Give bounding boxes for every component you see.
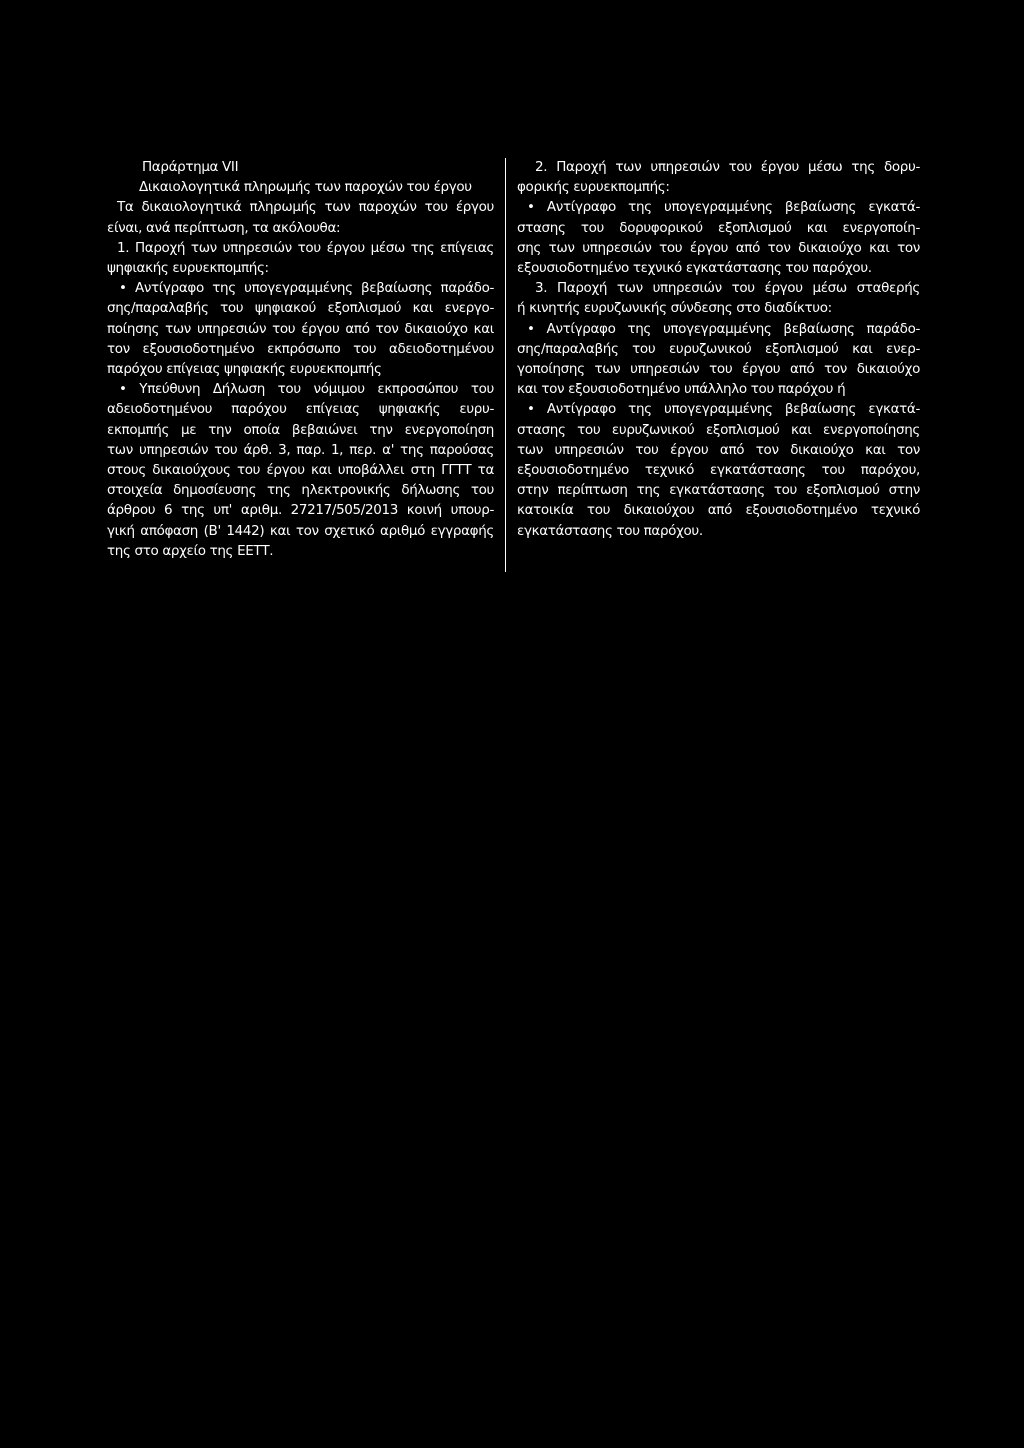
left-column xyxy=(107,157,494,561)
text-line: κατοικία του δικαιούχου από εξουσιοδοτημένο τεχνικό xyxy=(517,502,920,519)
bullet-item: • Αντίγραφο της υπογεγραμμένης βεβαίωσης παράδο- xyxy=(119,280,494,297)
annex-subtitle: Δικαιολογητικά πληρωμής των παροχών του έργου xyxy=(139,179,472,196)
bullet-item: • Αντίγραφο της υπογεγραμμένης βεβαίωσης εγκατά- xyxy=(527,401,920,418)
text-line: παρόχου επίγειας ψηφιακής ευρυεκπομπής xyxy=(107,361,382,378)
text-line: τον εξουσιοδοτημένο εκπρόσωπο του αδειοδοτημένου xyxy=(107,340,494,357)
right-column xyxy=(517,157,920,541)
section-heading-3: 3. Παροχή των υπηρεσιών του έργου μέσω σταθερής xyxy=(535,280,920,297)
text-line: ή κινητής ευρυζωνικής σύνδεσης στο διαδίκτυο: xyxy=(517,300,832,317)
text-line: Τα δικαιολογητικά πληρωμής των παροχών του έργου xyxy=(117,199,494,216)
text-line: άρθρου 6 της υπ' αριθμ. 27217/505/2013 κοινή υπουρ- xyxy=(107,502,494,519)
annex-title: Παράρτημα VII xyxy=(142,159,239,175)
text-line: σης/παραλαβής του ευρυζωνικού εξοπλισμού και ενερ- xyxy=(517,340,920,357)
text-line: σης των υπηρεσιών του έργου από τον δικαιούχο και τον xyxy=(517,239,920,256)
bullet-item: • Αντίγραφο της υπογεγραμμένης βεβαίωσης παράδο- xyxy=(527,320,920,337)
text-line: στασης του ευρυζωνικού εξοπλισμού και ενεργοποίησης xyxy=(517,421,920,438)
text-line: των υπηρεσιών του έργου από τον δικαιούχο και τον xyxy=(517,441,920,458)
text-line: και τον εξουσιοδοτημένο υπάλληλο του παρόχου ή xyxy=(517,381,846,398)
section-heading-1: 1. Παροχή των υπηρεσιών του έργου μέσω της επίγειας xyxy=(117,239,494,256)
text-line: εγκατάστασης του παρόχου. xyxy=(517,522,703,539)
text-line: γοποίησης των υπηρεσιών του έργου από τον δικαιούχο xyxy=(517,361,920,378)
text-line: εκπομπής με την οποία βεβαιώνει την ενεργοποίηση xyxy=(107,421,494,438)
text-line: ποίησης των υπηρεσιών του έργου από τον δικαιούχο και xyxy=(107,320,494,337)
text-line: στην περίπτωση της εγκατάστασης του εξοπλισμού στην xyxy=(517,482,920,499)
text-line: ψηφιακής ευρυεκπομπής: xyxy=(107,260,269,277)
section-heading-2: 2. Παροχή των υπηρεσιών του έργου μέσω της δορυ- xyxy=(535,159,920,175)
text-line: είναι, ανά περίπτωση, τα ακόλουθα: xyxy=(107,219,341,236)
text-line: της στο αρχείο της ΕΕΤΤ. xyxy=(107,542,274,559)
bullet-item: • Υπεύθυνη Δήλωση του νόμιμου εκπροσώπου του xyxy=(119,381,494,398)
text-line: των υπηρεσιών του άρθ. 3, παρ. 1, περ. α' της παρούσας xyxy=(107,441,494,458)
bullet-item: • Αντίγραφο της υπογεγραμμένης βεβαίωσης εγκατά- xyxy=(527,199,920,216)
text-line: στασης του δορυφορικού εξοπλισμού και ενεργοποίη- xyxy=(517,219,920,236)
text-line: γική απόφαση (Β' 1442) και τον σχετικό αριθμό εγγραφής xyxy=(107,522,494,539)
text-line: εξουσιοδοτημένο τεχνικό εγκατάστασης του παρόχου. xyxy=(517,260,872,277)
column-divider xyxy=(505,158,506,572)
text-line: φορικής ευρυεκπομπής: xyxy=(517,179,670,196)
text-line: εξουσιοδοτημένο τεχνικό εγκατάστασης του παρόχου, xyxy=(517,462,920,479)
text-line: αδειοδοτημένου παρόχου επίγειας ψηφιακής ευρυ- xyxy=(107,401,494,418)
text-line: στους δικαιούχους του έργου και υποβάλλει στη ΓΓΤΤ τα xyxy=(107,462,494,479)
text-line: σης/παραλαβής του ψηφιακού εξοπλισμού και ενεργο- xyxy=(107,300,494,317)
text-line: στοιχεία δημοσίευσης της ηλεκτρονικής δήλωσης του xyxy=(107,482,494,499)
